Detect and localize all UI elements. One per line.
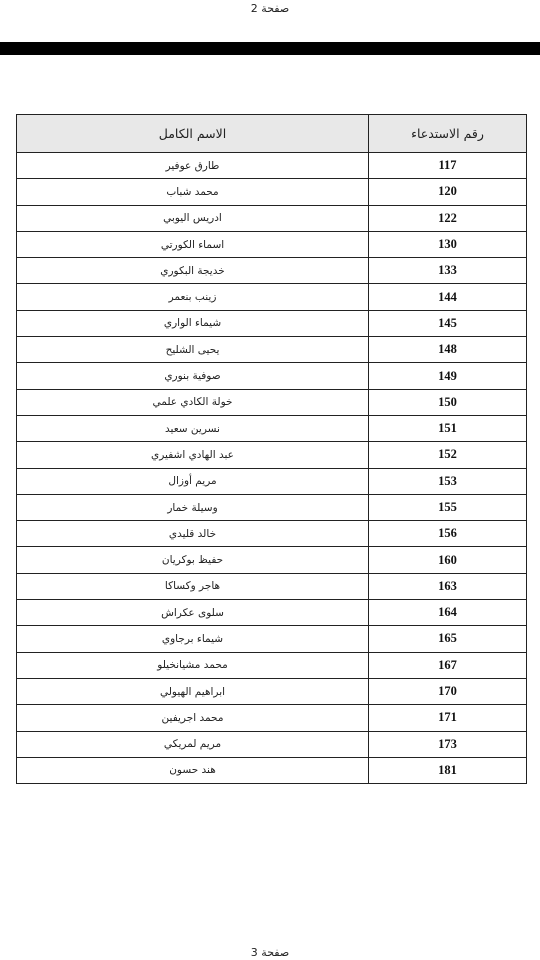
- call-number-cell: 160: [369, 547, 527, 573]
- table-body: [17, 153, 527, 784]
- call-number-cell: 167: [369, 652, 527, 678]
- full-name-cell: محمد شباب: [17, 179, 369, 205]
- call-number-cell: 165: [369, 626, 527, 652]
- table-row: [17, 442, 527, 468]
- table-row: [17, 494, 527, 520]
- table-row: [17, 705, 527, 731]
- page-number-top: صفحة 2: [250, 2, 290, 15]
- full-name-cell: ابراهيم الهيولي: [17, 678, 369, 704]
- call-number-cell: 153: [369, 468, 527, 494]
- full-name-cell: عبد الهادي اشفيري: [17, 442, 369, 468]
- full-name-cell: نسرين سعيد: [17, 415, 369, 441]
- full-name-cell: يحيى الشليح: [17, 337, 369, 363]
- call-number-cell: 171: [369, 705, 527, 731]
- full-name-cell: هند حسون: [17, 757, 369, 783]
- full-name-cell: محمد مشيانخيلو: [17, 652, 369, 678]
- call-number-cell: 173: [369, 731, 527, 757]
- full-name-cell: مريم أوزال: [17, 468, 369, 494]
- full-name-cell: خديجة البكوري: [17, 258, 369, 284]
- full-name-cell: زينب بنعمر: [17, 284, 369, 310]
- full-name-cell: طارق عوفير: [17, 153, 369, 179]
- table-row: [17, 179, 527, 205]
- page-number-bottom: صفحة 3: [250, 946, 290, 959]
- table-row: [17, 521, 527, 547]
- table-header-row: [17, 115, 527, 153]
- call-number-cell: 149: [369, 363, 527, 389]
- table-row: [17, 415, 527, 441]
- full-name-cell: اسماء الكورتي: [17, 231, 369, 257]
- call-number-cell: 120: [369, 179, 527, 205]
- table-row: [17, 310, 527, 336]
- call-number-cell: 152: [369, 442, 527, 468]
- table-row: [17, 468, 527, 494]
- full-name-cell: مريم لمريكي: [17, 731, 369, 757]
- call-number-cell: 164: [369, 600, 527, 626]
- full-name-cell: وسيلة خمار: [17, 494, 369, 520]
- full-name-cell: هاجر وكساكا: [17, 573, 369, 599]
- column-header-call-number: رقم الاستدعاء: [369, 115, 527, 153]
- table-row: [17, 573, 527, 599]
- table-row: [17, 547, 527, 573]
- call-number-cell: 151: [369, 415, 527, 441]
- call-number-cell: 122: [369, 205, 527, 231]
- table-row: [17, 153, 527, 179]
- column-header-full-name: الاسم الكامل: [17, 115, 369, 153]
- full-name-cell: شيماء الواري: [17, 310, 369, 336]
- full-name-cell: محمد اجريفين: [17, 705, 369, 731]
- roster-table: [16, 114, 527, 784]
- full-name-cell: صوفية بنوري: [17, 363, 369, 389]
- call-number-cell: 163: [369, 573, 527, 599]
- table-row: [17, 389, 527, 415]
- table-row: [17, 284, 527, 310]
- table-row: [17, 652, 527, 678]
- call-number-cell: 130: [369, 231, 527, 257]
- full-name-cell: خولة الكادي علمي: [17, 389, 369, 415]
- call-number-cell: 155: [369, 494, 527, 520]
- table-row: [17, 337, 527, 363]
- full-name-cell: خالد قليدي: [17, 521, 369, 547]
- table-row: [17, 626, 527, 652]
- call-number-cell: 170: [369, 678, 527, 704]
- table-row: [17, 205, 527, 231]
- call-number-cell: 181: [369, 757, 527, 783]
- table-row: [17, 678, 527, 704]
- call-number-cell: 156: [369, 521, 527, 547]
- roster-table-container: [16, 114, 526, 784]
- table-row: [17, 231, 527, 257]
- call-number-cell: 148: [369, 337, 527, 363]
- call-number-cell: 145: [369, 310, 527, 336]
- call-number-cell: 117: [369, 153, 527, 179]
- full-name-cell: سلوى عكراش: [17, 600, 369, 626]
- call-number-cell: 144: [369, 284, 527, 310]
- table-row: [17, 757, 527, 783]
- full-name-cell: شيماء برجاوي: [17, 626, 369, 652]
- table-row: [17, 731, 527, 757]
- full-name-cell: حفيظ بوكريان: [17, 547, 369, 573]
- call-number-cell: 133: [369, 258, 527, 284]
- call-number-cell: 150: [369, 389, 527, 415]
- full-name-cell: ادريس اليوبي: [17, 205, 369, 231]
- table-row: [17, 363, 527, 389]
- table-row: [17, 258, 527, 284]
- table-row: [17, 600, 527, 626]
- header-divider-bar: [0, 42, 540, 55]
